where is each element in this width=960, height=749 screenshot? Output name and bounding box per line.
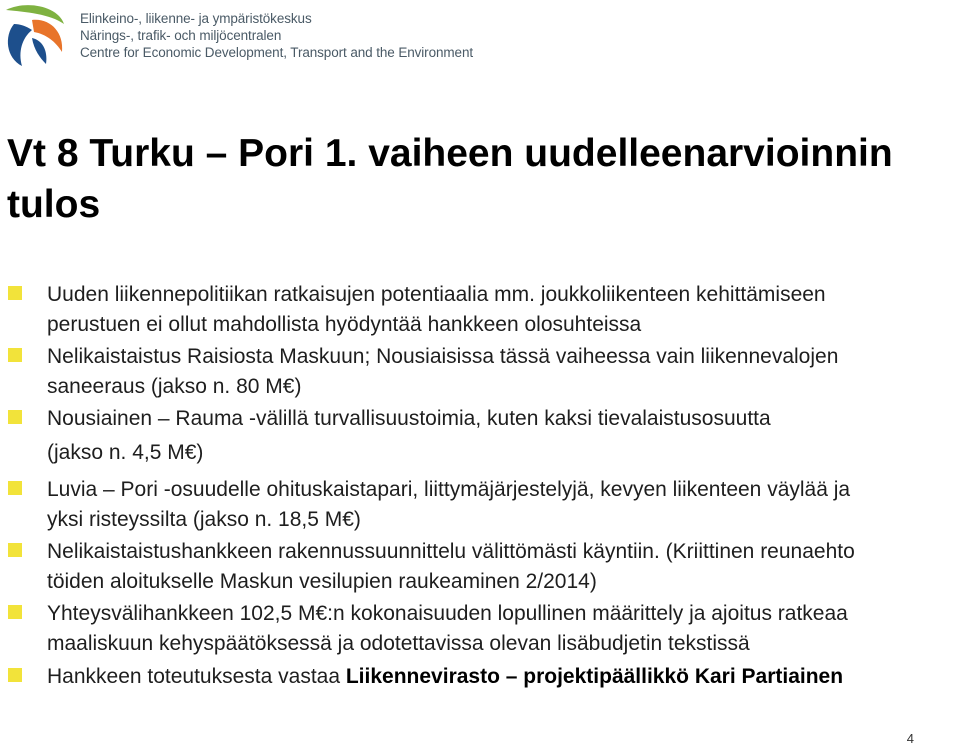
bullet-text-line: (jakso n. 4,5 M€): [47, 441, 204, 464]
page-number: 4: [906, 731, 914, 746]
bullet-text-line: [47, 661, 957, 692]
square-bullet-icon: [8, 348, 22, 362]
organization-name: [80, 10, 473, 61]
bullet-text-line: perustuen ei ollut mahdollista hyödyntää hankkeen olosuhteissa: [47, 313, 642, 336]
org-name-english: Centre for Economic Development, Transport and the Environment: [80, 45, 473, 60]
bullet-text-line: Luvia – Pori -osuudelle ohituskaistapari, liittymäjärjestelyjä, kevyen liikenteen väylää ja: [47, 478, 851, 501]
bullet-text-line: Uuden liikennepolitiikan ratkaisujen potentiaalia mm. joukkoliikenteen kehittämiseen: [47, 283, 826, 306]
slide-title-line-2: tulos: [7, 183, 101, 226]
org-name-finnish: Elinkeino-, liikenne- ja ympäristökeskus: [80, 11, 312, 26]
bullet-text-line: yksi risteyssilta (jakso n. 18,5 M€): [47, 508, 361, 531]
bullet-text-line: Nelikaistaistushankkeen rakennussuunnittelu välittömästi käyntiin. (Kriittinen reunaehto: [47, 540, 855, 563]
square-bullet-icon: [8, 410, 22, 424]
bullet-text-line: maaliskuun kehyspäätöksessä ja odotettavissa olevan lisäbudjetin tekstissä: [47, 632, 750, 655]
responsibility-prefix: Hankkeen toteutuksesta vastaa: [47, 665, 346, 688]
square-bullet-icon: [8, 605, 22, 619]
square-bullet-icon: [8, 286, 22, 300]
bullet-text-line: saneeraus (jakso n. 80 M€): [47, 375, 302, 398]
slide-title-line-1: Vt 8 Turku – Pori 1. vaiheen uudelleenarvioinnin: [7, 132, 893, 175]
bullet-text-line: Nousiainen – Rauma -välillä turvallisuustoimia, kuten kaksi tievalaistusosuutta: [47, 407, 771, 430]
ely-centre-logo-icon: [2, 2, 70, 70]
bullet-text-line: Nelikaistaistus Raisiosta Maskuun; Nousiaisissa tässä vaiheessa vain liikennevalojen: [47, 345, 839, 368]
bullet-text-line: töiden aloitukselle Maskun vesilupien raukeaminen 2/2014): [47, 570, 597, 593]
org-name-swedish: Närings-, trafik- och miljöcentralen: [80, 28, 282, 43]
bullet-text-line: Yhteysvälihankkeen 102,5 M€:n kokonaisuuden lopullinen määrittely ja ajoitus ratkeaa: [47, 602, 848, 625]
square-bullet-icon: [8, 668, 22, 682]
square-bullet-icon: [8, 543, 22, 557]
square-bullet-icon: [8, 481, 22, 495]
header: [0, 0, 960, 90]
responsible-party: Liikennevirasto – projektipäällikkö Kari Partiainen: [345, 665, 844, 688]
slide-title: [7, 128, 952, 230]
